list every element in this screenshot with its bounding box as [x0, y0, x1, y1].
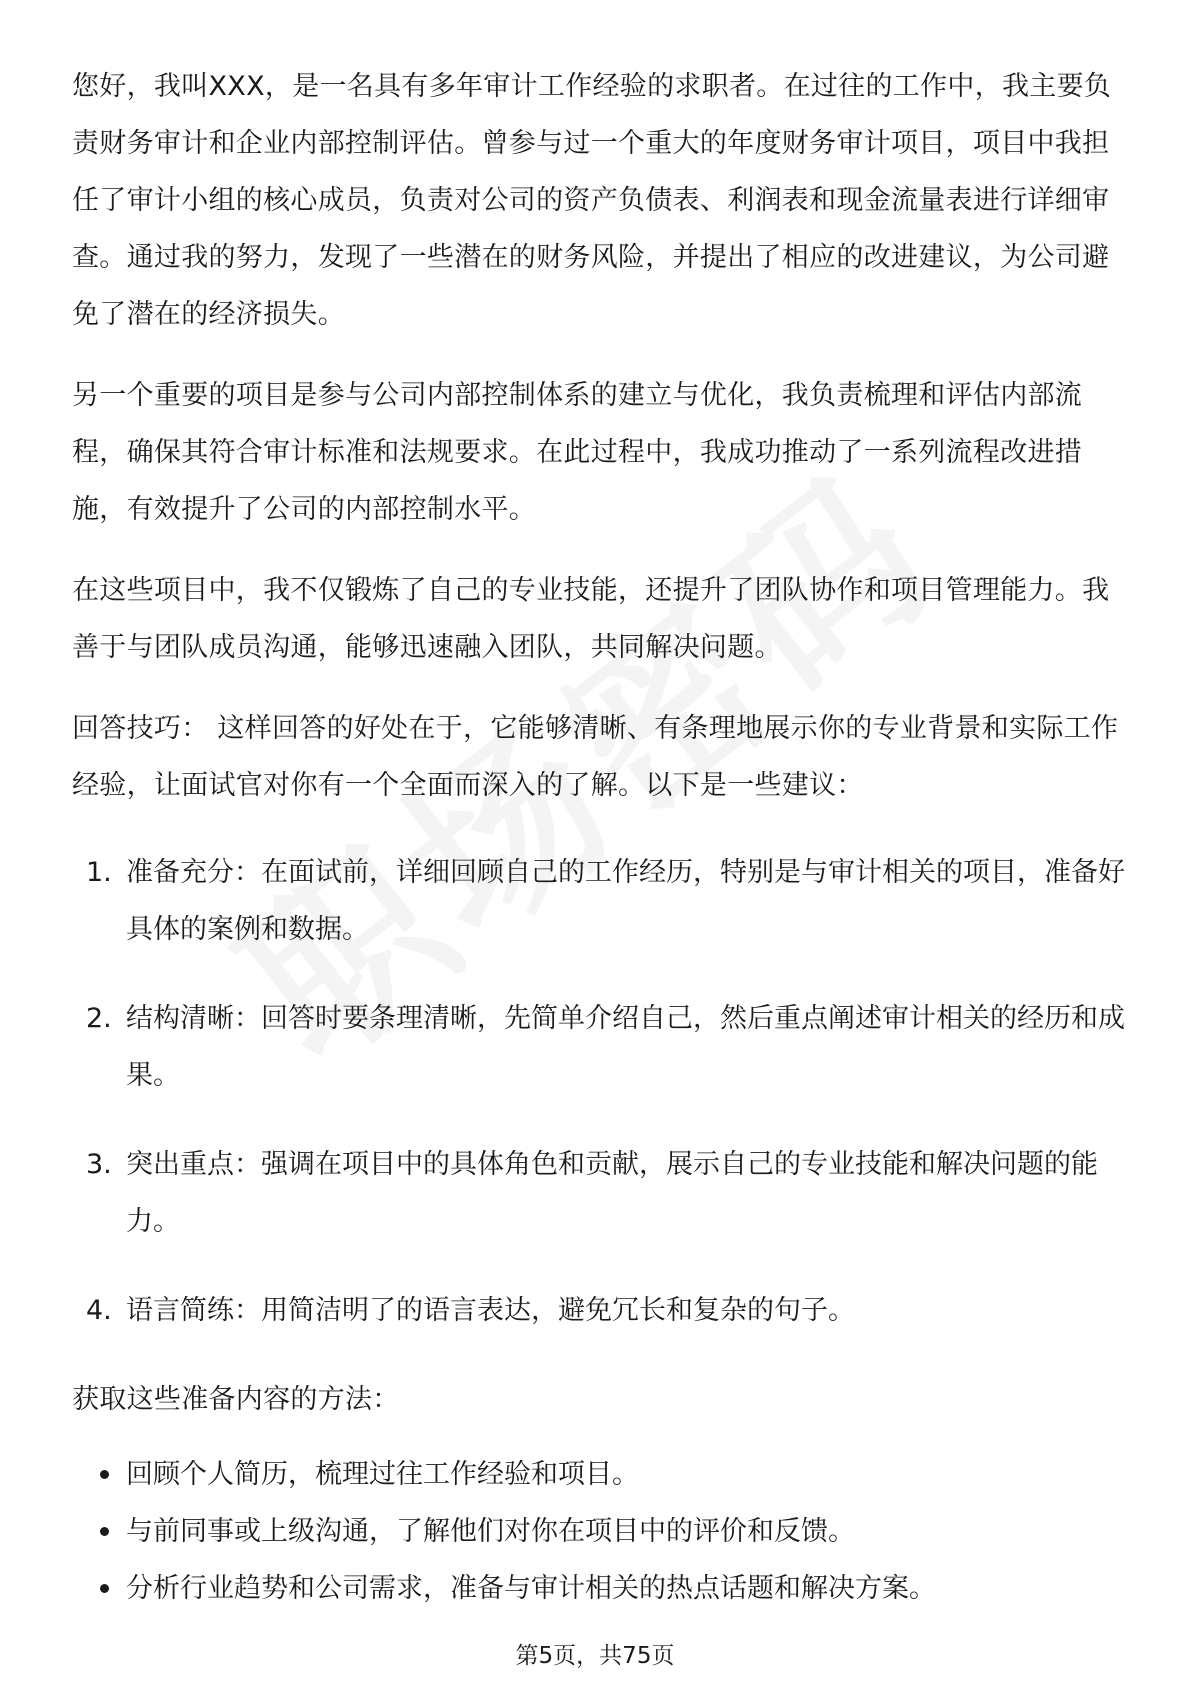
- document-body: [72, 58, 1132, 1617]
- list-item-text: 语言简练：用简洁明了的语言表达，避免冗长和复杂的句子。: [126, 1295, 855, 1326]
- page-number: 第5页，共75页: [515, 1643, 675, 1669]
- list-item-text: 与前同事或上级沟通，了解他们对你在项目中的评价和反馈。: [126, 1516, 855, 1547]
- skills-paragraph: 在这些项目中，我不仅锻炼了自己的专业技能，还提升了团队协作和项目管理能力。我善于与团队成员沟通，能够迅速融入团队，共同解决问题。: [72, 575, 1110, 663]
- methods-list: [72, 1446, 1132, 1617]
- list-item-text: 分析行业趋势和公司需求，准备与审计相关的热点话题和解决方案。: [126, 1573, 936, 1604]
- bullet-icon: [100, 1470, 109, 1479]
- list-number: 2.: [86, 1003, 112, 1034]
- list-item: [72, 990, 1132, 1104]
- list-number: 1.: [86, 857, 112, 888]
- methods-heading: 获取这些准备内容的方法：: [72, 1384, 400, 1415]
- list-item: [72, 1282, 1132, 1339]
- bullet-icon: [100, 1584, 109, 1593]
- list-item: [72, 844, 1132, 958]
- list-item-text: 突出重点：强调在项目中的具体角色和贡献，展示自己的专业技能和解决问题的能力。: [126, 1149, 1098, 1237]
- list-item-text: 回顾个人简历，梳理过往工作经验和项目。: [126, 1459, 639, 1490]
- intro-paragraph: 您好，我叫XXX，是一名具有多年审计工作经验的求职者。在过往的工作中，我主要负责财务审计和企业内部控制评估。曾参与过一个重大的年度财务审计项目，项目中我担任了审计小组的核心成员，负责对公司的资产负债表、利润表和现金流量表进行详细审查。通过我的努力，发现了一些潜在的财务风险，并提出了相应的改进建议，为公司避免了潜在的经济损失。: [72, 71, 1112, 330]
- project-paragraph: 另一个重要的项目是参与公司内部控制体系的建立与优化，我负责梳理和评估内部流程，确保其符合审计标准和法规要求。在此过程中，我成功推动了一系列流程改进措施，有效提升了公司的内部控制水平。: [72, 380, 1083, 525]
- list-item: [72, 1560, 1132, 1617]
- list-item: [72, 1503, 1132, 1560]
- list-item-text: 准备充分：在面试前，详细回顾自己的工作经历，特别是与审计相关的项目，准备好具体的案例和数据。: [126, 857, 1125, 945]
- bullet-icon: [100, 1527, 109, 1536]
- list-number: 4.: [86, 1295, 112, 1326]
- list-number: 3.: [86, 1149, 112, 1180]
- answer-tips-paragraph: 回答技巧： 这样回答的好处在于，它能够清晰、有条理地展示你的专业背景和实际工作经验，让面试官对你有一个全面而深入的了解。以下是一些建议：: [72, 713, 1119, 801]
- list-item: [72, 1446, 1132, 1503]
- tips-list: [72, 844, 1132, 1339]
- list-item-text: 结构清晰：回答时要条理清晰，先简单介绍自己，然后重点阐述审计相关的经历和成果。: [126, 1003, 1125, 1091]
- list-item: [72, 1136, 1132, 1250]
